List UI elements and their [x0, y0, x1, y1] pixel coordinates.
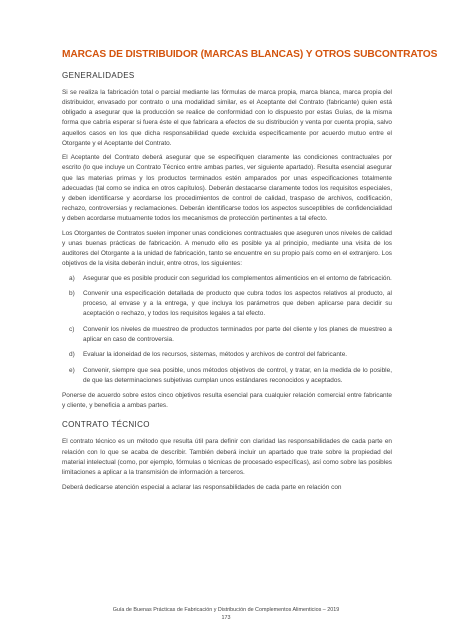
list-item-text: Convenir una especificación detallada de producto que cubra todos los aspectos relativos al producto, al proceso, al envase y a la entrega, y que incluya los parámetros que deben aplicarse para decidir su aceptación o rechazo, y todos los requisitos legales a tal efecto. [83, 290, 392, 318]
list-item-text: Convenir, siempre que sea posible, unos métodos objetivos de control, y tratar, en la medida de lo posible, de que las determinaciones subjetivas cumplan unos estándares reconocidos y aceptados. [83, 366, 392, 384]
objectives-list [62, 274, 392, 386]
section-heading-generalidades: GENERALIDADES [62, 71, 135, 80]
paragraph: Si se realiza la fabricación total o parcial mediante las fórmulas de marca propia, marca blanca, marca propia del distribuidor, envasado por contrato o una modalidad similar, es el Aceptante del Contrato (fabricante) quien está obligado a asegurar que la producción se realice de conformidad con lo dispuesto por estas Guías, de la misma forma que cabría esperar si fuera éste el que fabricara a efectos de su distribución y venta por cuenta propia, salvo aquellos casos en los que dicha responsabilidad quede excluida específicamente por acuerdo mutuo entre el Otorgante y el Aceptante del Contrato. [62, 89, 392, 147]
list-item-text: Convenir los niveles de muestreo de productos terminados por parte del cliente y los planes de muestreo a aplicar en caso de controversia. [83, 325, 392, 343]
page-number: 173 [221, 615, 231, 621]
list-item [62, 350, 392, 360]
footer-text: Guía de Buenas Prácticas de Fabricación y Distribución de Complementos Alimenticios – 2019 [112, 607, 340, 613]
page-content [62, 48, 438, 497]
page-footer [0, 606, 452, 622]
list-item-text: Evaluar la idoneidad de los recursos, sistemas, métodos y archivos de control del fabricante. [83, 351, 348, 359]
paragraph: El Aceptante del Contrato deberá asegurar que se especifiquen claramente las condiciones contractuales por escrito (lo que incluye un Contrato Técnico entre ambas partes, ver siguiente apartado). Resulta esencial asegurar que las materias primas y los productos terminados estén amparados por unas especificaciones totalmente adecuadas (tal como se indica en otros capítulos). Deberán destacarse claramente todos los requisitos especiales, y deben identificarse y acordarse los procedimientos de control de calidad, traspaso de archivos, codificación, rechazo, controversias y reclamaciones. Deberán identificarse todos los aspectos susceptibles de confidencialidad y deben acordarse mutuamente todos los mecanismos de protección pertinentes a tal efecto. [62, 154, 392, 223]
paragraph: El contrato técnico es un método que resulta útil para definir con claridad las responsabilidades de cada parte en relación con lo que se acaba de describir. También deberá incluir un apartado que trate sobre la propiedad del material intelectual (como, por ejemplo, fórmulas o técnicas de procesado específicas), así como sobre las posibles limitaciones a aplicar a la transmisión de información a terceros. [62, 438, 392, 476]
list-marker: c) [69, 325, 75, 333]
list-marker: b) [69, 290, 75, 298]
list-item [62, 274, 392, 284]
section-heading-contrato-tecnico: CONTRATO TÉCNICO [62, 420, 150, 430]
page-title: MARCAS DE DISTRIBUIDOR (MARCAS BLANCAS) Y OTROS SUBCONTRATOS [62, 49, 438, 60]
paragraph: Deberá dedicarse atención especial a aclarar las responsabilidades de cada parte en relación con [62, 483, 342, 491]
paragraph: Los Otorgantes de Contratos suelen imponer unas condiciones contractuales que aseguren unos niveles de calidad y unas buenas prácticas de fabricación. A menudo ello es posible ya al principio, mediante una visita de los auditores del Otorgante a la unidad de fabricación, tanto se encuentre en su propio país como en el extranjero. Los objetivos de la visita deberán incluir, entre otros, los siguientes: [62, 229, 392, 268]
list-item [62, 325, 392, 345]
list-item [62, 289, 392, 319]
list-item-text: Asegurar que es posible producir con seguridad los complementos alimenticios en el entorno de fabricación. [83, 274, 392, 282]
list-item [62, 366, 392, 386]
list-marker: d) [69, 351, 75, 359]
list-marker: a) [69, 274, 75, 282]
paragraph: Ponerse de acuerdo sobre estos cinco objetivos resulta esencial para cualquier relación comercial entre fabricante y cliente, y beneficia a ambas partes. [62, 392, 392, 410]
list-marker: e) [69, 366, 75, 374]
